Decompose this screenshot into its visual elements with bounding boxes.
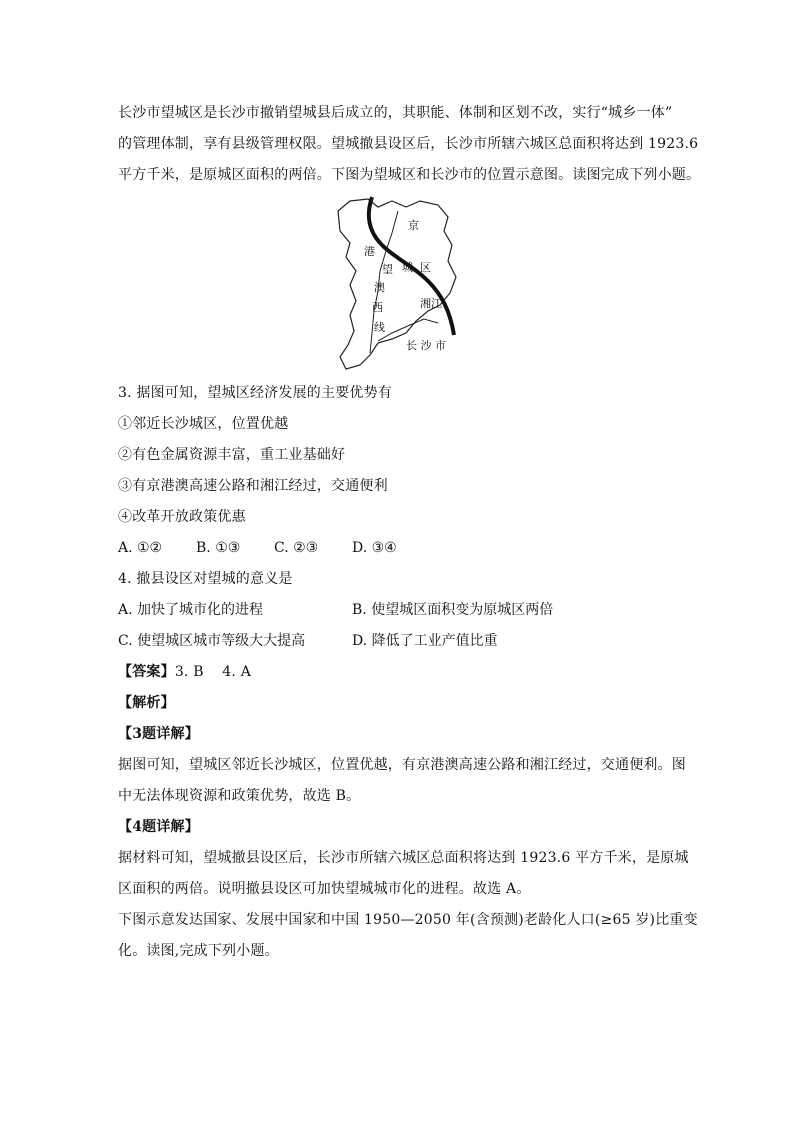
q3-analysis-line-2: 中无法体现资源和政策优势，故选 B。 [118, 788, 361, 804]
q3-option-b: B. ①③ [196, 540, 241, 556]
intro-line-1: 长沙市望城区是长沙市撤销望城县后成立的，其职能、体制和区划不改，实行“城乡一体” [118, 105, 673, 121]
q4-analysis-line-2: 区面积的两倍。说明撤县设区可加快望城城市化的进程。故选 A。 [118, 881, 531, 897]
q3-stem: 3. 据图可知，望城区经济发展的主要优势有 [118, 385, 393, 401]
intro-line-3: 平方千米，是原城区面积的两倍。下图为望城区和长沙市的位置示意图。读图完成下列小题。 [118, 167, 701, 183]
map-label-cheng: 城 [402, 261, 413, 274]
q3-analysis-title: 【3题详解】 [118, 726, 199, 742]
q4-option-a: A. 加快了城市化的进程 [118, 602, 264, 618]
map-label-ao: 澳 [374, 281, 385, 294]
q3-option-d: D. ③④ [352, 540, 397, 556]
analysis-label: 【解析】 [118, 695, 175, 711]
map-label-xian: 线 [374, 321, 385, 334]
q3-item-1: ①邻近长沙城区，位置优越 [118, 416, 289, 432]
q4-stem: 4. 撤县设区对望城的意义是 [118, 571, 293, 587]
q3-item-3: ③有京港澳高速公路和湘江经过，交通便利 [118, 478, 388, 494]
map-label-gang: 港 [364, 245, 375, 258]
q3-item-2: ②有色金属资源丰富，重工业基础好 [118, 447, 346, 463]
q3-option-c: C. ②③ [274, 540, 319, 556]
intro-line-2: 的管理体制，享有县级管理权限。望城撤县设区后，长沙市所辖六城区总面积将达到 1923.6 [118, 136, 699, 152]
q4-analysis-title: 【4题详解】 [118, 819, 199, 835]
answer-line [118, 662, 251, 682]
q4-option-c: C. 使望城区城市等级大大提高 [118, 633, 306, 649]
map-label-xiangjiang: 湘江 [420, 297, 442, 310]
wangcheng-location-map [320, 193, 470, 373]
q4-option-d: D. 降低了工业产值比重 [352, 633, 498, 649]
q4-analysis-line-1: 据材料可知，望城撤县设区后，长沙市所辖六城区总面积将达到 1923.6 平方千米，是原城 [118, 850, 689, 866]
next-intro-line-2: 化。读图,完成下列小题。 [118, 943, 279, 959]
map-label-wang: 望 [382, 263, 393, 276]
q3-item-4: ④改革开放政策优惠 [118, 509, 246, 525]
map-label-qu: 区 [420, 261, 431, 274]
map-label-jing: 京 [408, 219, 419, 232]
map-label-xi: 西 [372, 301, 383, 314]
q4-option-b: B. 使望城区面积变为原城区两倍 [352, 602, 554, 618]
next-intro-line-1: 下图示意发达国家、发展中国家和中国 1950—2050 年(含预测)老龄化人口(≥65 岁)比重变 [118, 912, 698, 928]
answer-text: 3. B 4. A [174, 664, 252, 680]
map-label-changsha: 长 沙 市 [406, 339, 446, 352]
answer-label: 【答案】 [118, 664, 175, 680]
q3-option-a: A. ①② [118, 540, 163, 556]
q3-analysis-line-1: 据图可知，望城区邻近长沙城区，位置优越，有京港澳高速公路和湘江经过，交通便利。图 [118, 757, 686, 773]
